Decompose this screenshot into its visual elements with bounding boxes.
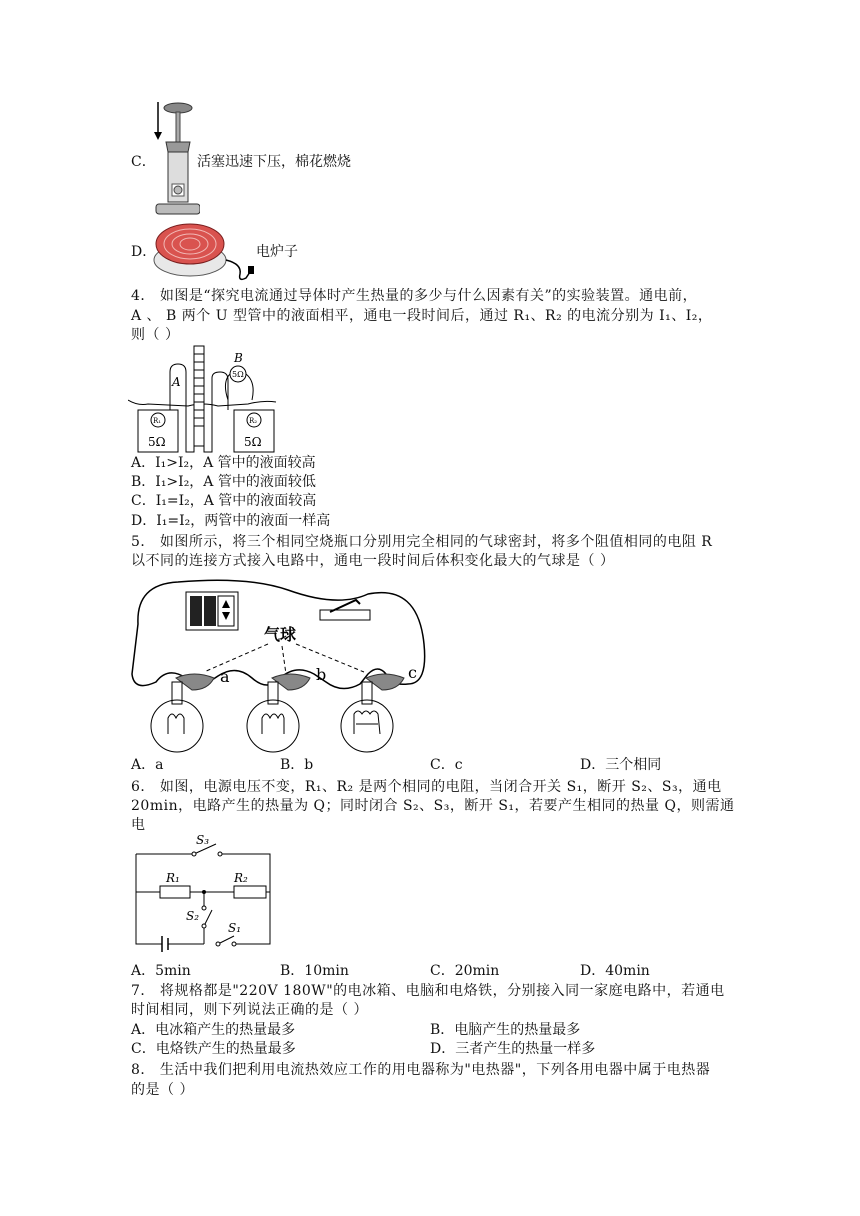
q6-option-a: A．5min — [131, 963, 191, 979]
q4-fig-r2-label: R₂ — [249, 417, 258, 425]
q5-option-b: B．b — [280, 757, 314, 773]
q6-option-c: C．20min — [430, 963, 500, 979]
q4-option-b: B．I₁>I₂，A 管中的液面较低 — [131, 474, 316, 490]
q6-fig-r1-label: R₁ — [166, 871, 180, 885]
joule-heating-apparatus-figure — [128, 342, 278, 454]
q5-fig-balloon-label: 气球 — [264, 625, 297, 644]
q6-fig-s1-label: S₁ — [228, 921, 242, 935]
q7-stem-line2: 时间相同，则下列说法正确的是（ ） — [131, 1002, 368, 1018]
q5-option-c: C．c — [430, 757, 463, 773]
q7-option-a: A．电冰箱产生的热量最多 — [131, 1022, 296, 1038]
q4-fig-r1-label: R₁ — [153, 417, 162, 425]
q5-option-d: D．三个相同 — [580, 757, 662, 773]
q3-option-c-label: C． — [131, 154, 156, 170]
q4-stem-line3: 则（ ） — [131, 327, 180, 343]
q7-option-d: D．三者产生的热量一样多 — [430, 1041, 596, 1057]
q5-fig-label-c: c — [408, 663, 417, 682]
q4-option-d: D．I₁=I₂，两管中的液面一样高 — [131, 513, 331, 529]
q4-option-c: C．I₁=I₂，A 管中的液面较高 — [131, 493, 317, 509]
q3-option-d-text: 电炉子 — [256, 244, 298, 260]
q5-fig-label-b: b — [316, 665, 327, 684]
q5-stem-line1: 5． 如图所示，将三个相同空烧瓶口分别用完全相同的气球密封，将多个阻值相同的电阻 R — [131, 534, 713, 550]
q6-stem-line2: 20min，电路产生的热量为 Q；同时闭合 S₂、S₃，断开 S₁，若要产生相同的热量 Q，则需通 — [131, 798, 735, 814]
q4-fig-label-b: B — [234, 351, 243, 365]
q8-stem-line1: 8． 生活中我们把利用电流热效应工作的用电器称为"电热器"，下列各用电器中属于电热器 — [131, 1062, 711, 1078]
q5-option-a: A．a — [131, 757, 164, 773]
q4-fig-ohm-top: 5Ω — [232, 370, 244, 379]
q4-fig-label-a: A — [172, 375, 181, 389]
q5-fig-label-a: a — [220, 667, 230, 686]
q6-option-d: D．40min — [580, 963, 650, 979]
q6-fig-s2-label: S₂ — [186, 909, 200, 923]
q7-option-b: B．电脑产生的热量最多 — [430, 1022, 581, 1038]
q3-option-c-text: 活塞迅速下压，棉花燃烧 — [197, 154, 351, 170]
q6-option-b: B．10min — [280, 963, 349, 979]
q6-stem-line1: 6． 如图，电源电压不变，R₁、R₂ 是两个相同的电阻，当闭合开关 S₁，断开 S₂、S₃，通电 — [131, 779, 722, 795]
q7-stem-line1: 7． 将规格都是"220V 180W"的电冰箱、电脑和电烙铁，分别接入同一家庭电路中，若通电 — [131, 983, 725, 999]
q5-stem-line2: 以不同的连接方式接入电路中，通电一段时间后体积变化最大的气球是（ ） — [131, 553, 615, 569]
q4-fig-ohm-left: 5Ω — [148, 435, 166, 449]
q7-option-c: C．电烙铁产生的热量最多 — [131, 1041, 296, 1057]
q6-fig-s3-label: S₃ — [196, 833, 210, 847]
balloon-flask-circuit-figure — [128, 574, 430, 756]
q3-option-d-label: D． — [131, 244, 157, 260]
q8-stem-line2: 的是（ ） — [131, 1082, 194, 1098]
q4-option-a: A．I₁>I₂，A 管中的液面较高 — [131, 455, 316, 471]
q4-stem-line1: 4． 如图是“探究电流通过导体时产生热量的多少与什么因素有关”的实验装置。通电前， — [131, 288, 698, 304]
q6-fig-r2-label: R₂ — [234, 871, 248, 885]
piston-cotton-figure — [150, 100, 200, 220]
electric-stove-figure — [150, 218, 260, 286]
q4-stem-line2: A 、 B 两个 U 型管中的液面相平，通电一段时间后，通过 R₁、R₂ 的电流分别为 I₁、I₂， — [131, 308, 713, 324]
switch-resistor-circuit-figure — [130, 832, 276, 958]
q6-stem-line3: 电 — [131, 817, 146, 833]
q4-fig-ohm-right: 5Ω — [244, 435, 262, 449]
